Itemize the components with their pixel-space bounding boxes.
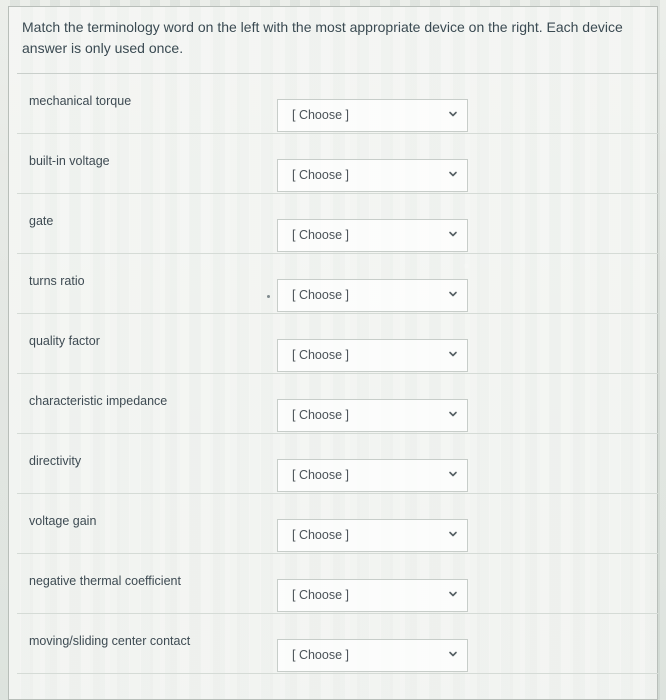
- match-row-turns-ratio: [17, 254, 659, 314]
- chevron-down-icon: [447, 528, 459, 540]
- small-dot-icon: [267, 295, 270, 298]
- term-label: turns ratio: [29, 274, 85, 288]
- match-row-built-in-voltage: [17, 134, 659, 194]
- term-label: negative thermal coefficient: [29, 574, 181, 588]
- selected-answer: [ Choose ]: [292, 228, 349, 242]
- chevron-down-icon: [447, 588, 459, 600]
- term-label: moving/sliding center contact: [29, 634, 191, 648]
- chevron-down-icon: [447, 108, 459, 120]
- answer-select[interactable]: [277, 519, 468, 552]
- term-label: characteristic impedance: [29, 394, 168, 408]
- match-row-quality-factor: [17, 314, 659, 374]
- chevron-down-icon: [447, 168, 459, 180]
- answer-select[interactable]: [277, 459, 468, 492]
- term-label: mechanical torque: [29, 94, 132, 108]
- selected-answer: [ Choose ]: [292, 288, 349, 302]
- chevron-down-icon: [447, 468, 459, 480]
- selected-answer: [ Choose ]: [292, 108, 349, 122]
- term-label: built-in voltage: [29, 154, 110, 168]
- answer-select[interactable]: [277, 399, 468, 432]
- match-row-negative-thermal-coefficient: [17, 554, 659, 614]
- answer-select[interactable]: [277, 579, 468, 612]
- selected-answer: [ Choose ]: [292, 348, 349, 362]
- chevron-down-icon: [447, 408, 459, 420]
- selected-answer: [ Choose ]: [292, 408, 349, 422]
- selected-answer: [ Choose ]: [292, 648, 349, 662]
- matching-question-card: [8, 6, 658, 700]
- match-row-characteristic-impedance: [17, 374, 659, 434]
- chevron-down-icon: [447, 348, 459, 360]
- match-row-voltage-gain: [17, 494, 659, 554]
- answer-select[interactable]: [277, 219, 468, 252]
- term-label: directivity: [29, 454, 82, 468]
- question-prompt: Match the terminology word on the left with the most appropriate device on the right. Each device answer is only used once.: [22, 19, 623, 56]
- chevron-down-icon: [447, 648, 459, 660]
- chevron-down-icon: [447, 228, 459, 240]
- match-row-directivity: [17, 434, 659, 494]
- answer-select[interactable]: [277, 339, 468, 372]
- selected-answer: [ Choose ]: [292, 468, 349, 482]
- answer-select[interactable]: [277, 99, 468, 132]
- term-label: quality factor: [29, 334, 100, 348]
- term-label: gate: [29, 214, 54, 228]
- selected-answer: [ Choose ]: [292, 588, 349, 602]
- match-row-gate: [17, 194, 659, 254]
- chevron-down-icon: [447, 288, 459, 300]
- selected-answer: [ Choose ]: [292, 168, 349, 182]
- answer-select[interactable]: [277, 159, 468, 192]
- selected-answer: [ Choose ]: [292, 528, 349, 542]
- term-label: voltage gain: [29, 514, 97, 528]
- answer-select[interactable]: [277, 279, 468, 312]
- answer-select[interactable]: [277, 639, 468, 672]
- match-row-moving-sliding-center-contact: [17, 614, 659, 674]
- match-row-mechanical-torque: [17, 74, 659, 134]
